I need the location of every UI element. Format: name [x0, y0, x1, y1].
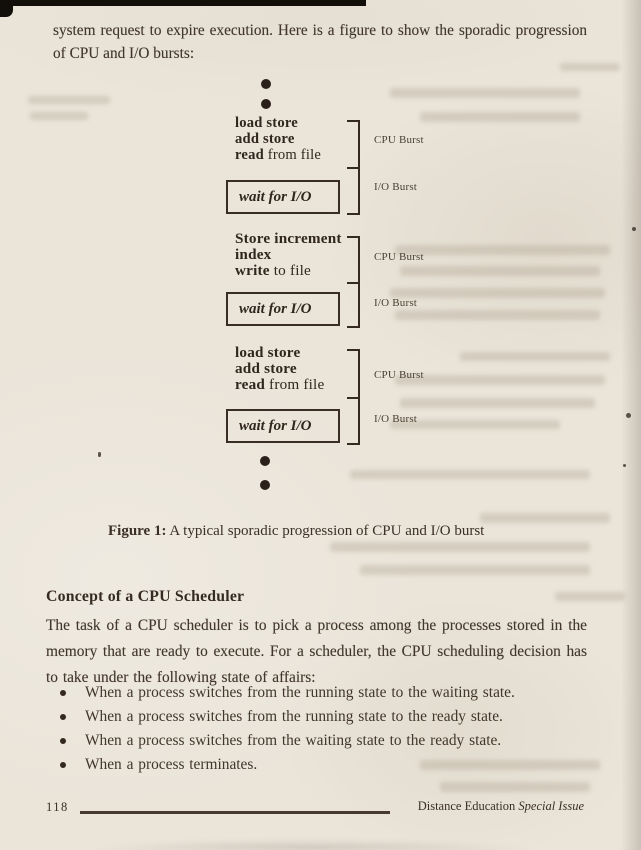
wait-for-io-label: wait for I/O	[239, 188, 312, 205]
list-item	[46, 681, 587, 705]
bracket-mid-tick	[347, 397, 358, 399]
ellipsis-dot-icon	[260, 480, 270, 490]
intro-line: of CPU and I/O bursts:	[53, 45, 195, 62]
burst-bracket	[349, 120, 360, 215]
section-heading: Concept of a CPU Scheduler	[46, 588, 245, 605]
instruction-line: Store increment	[235, 230, 342, 247]
instruction-line: load store	[235, 344, 301, 361]
journal-name-regular: Distance Education	[417, 799, 519, 813]
ellipsis-dot-icon	[260, 456, 270, 466]
figure-caption	[108, 523, 484, 540]
instruction-line: load store	[235, 115, 298, 131]
burst-bracket	[349, 236, 360, 328]
instruction-line: read from file	[235, 147, 322, 163]
figure-caption-text: A typical sporadic progression of CPU and I/O burst	[166, 523, 485, 539]
section-paragraph	[46, 613, 587, 691]
bullet-icon	[60, 762, 66, 768]
journal-name	[418, 799, 584, 814]
cpu-burst-label: CPU Burst	[374, 134, 424, 146]
list-item-text: When a process switches from the running state to the ready state.	[85, 708, 503, 725]
list-item-text: When a process switches from the waiting state to the ready state.	[85, 732, 502, 749]
bracket-mid-tick	[347, 282, 358, 284]
burst-bracket	[349, 349, 360, 445]
ellipsis-dot-icon	[261, 99, 271, 109]
list-item-text: When a process terminates.	[85, 756, 258, 773]
journal-name-italic: Special Issue	[518, 799, 584, 813]
instruction-line: read from file	[235, 376, 325, 393]
cpu-burst-instructions	[235, 231, 342, 279]
page-number: 118	[46, 800, 69, 814]
state-of-affairs-list	[46, 681, 587, 777]
io-burst-label: I/O Burst	[374, 297, 418, 309]
list-item-text: When a process switches from the running state to the waiting state.	[85, 684, 515, 701]
wait-for-io-label: wait for I/O	[239, 417, 312, 434]
bullet-icon	[60, 714, 66, 720]
bracket-mid-tick	[347, 167, 358, 169]
footer-rule	[80, 811, 390, 814]
wait-for-io-box	[226, 292, 340, 326]
io-burst-label: I/O Burst	[374, 413, 418, 425]
cpu-burst-label: CPU Burst	[374, 369, 424, 381]
list-item	[46, 753, 587, 777]
cpu-burst-label: CPU Burst	[374, 251, 424, 263]
list-item	[46, 729, 587, 753]
paragraph-line: The task of a CPU scheduler is to pick a process among the processes stored in the	[46, 617, 587, 634]
intro-line: system request to expire execution. Here is a figure to show the sporadic progression	[53, 22, 587, 39]
wait-for-io-box	[226, 180, 340, 214]
paragraph-line: memory that are ready to execute. For a scheduler, the CPU scheduling decision has	[46, 643, 587, 660]
cpu-burst-instructions	[235, 345, 324, 393]
ellipsis-dot-icon	[261, 79, 271, 89]
bullet-icon	[60, 738, 66, 744]
instruction-line: add store	[235, 360, 297, 377]
wait-for-io-label: wait for I/O	[239, 300, 312, 317]
instruction-line: add store	[235, 131, 295, 147]
cpu-burst-instructions	[235, 115, 321, 163]
instruction-line: index	[235, 246, 272, 263]
wait-for-io-box	[226, 409, 340, 443]
bullet-icon	[60, 690, 66, 696]
figure-caption-number: Figure 1:	[108, 523, 167, 539]
instruction-line: write to file	[235, 262, 311, 279]
io-burst-label: I/O Burst	[374, 181, 418, 193]
paragraph-line: to take under the following state of affairs:	[46, 669, 316, 686]
list-item	[46, 705, 587, 729]
